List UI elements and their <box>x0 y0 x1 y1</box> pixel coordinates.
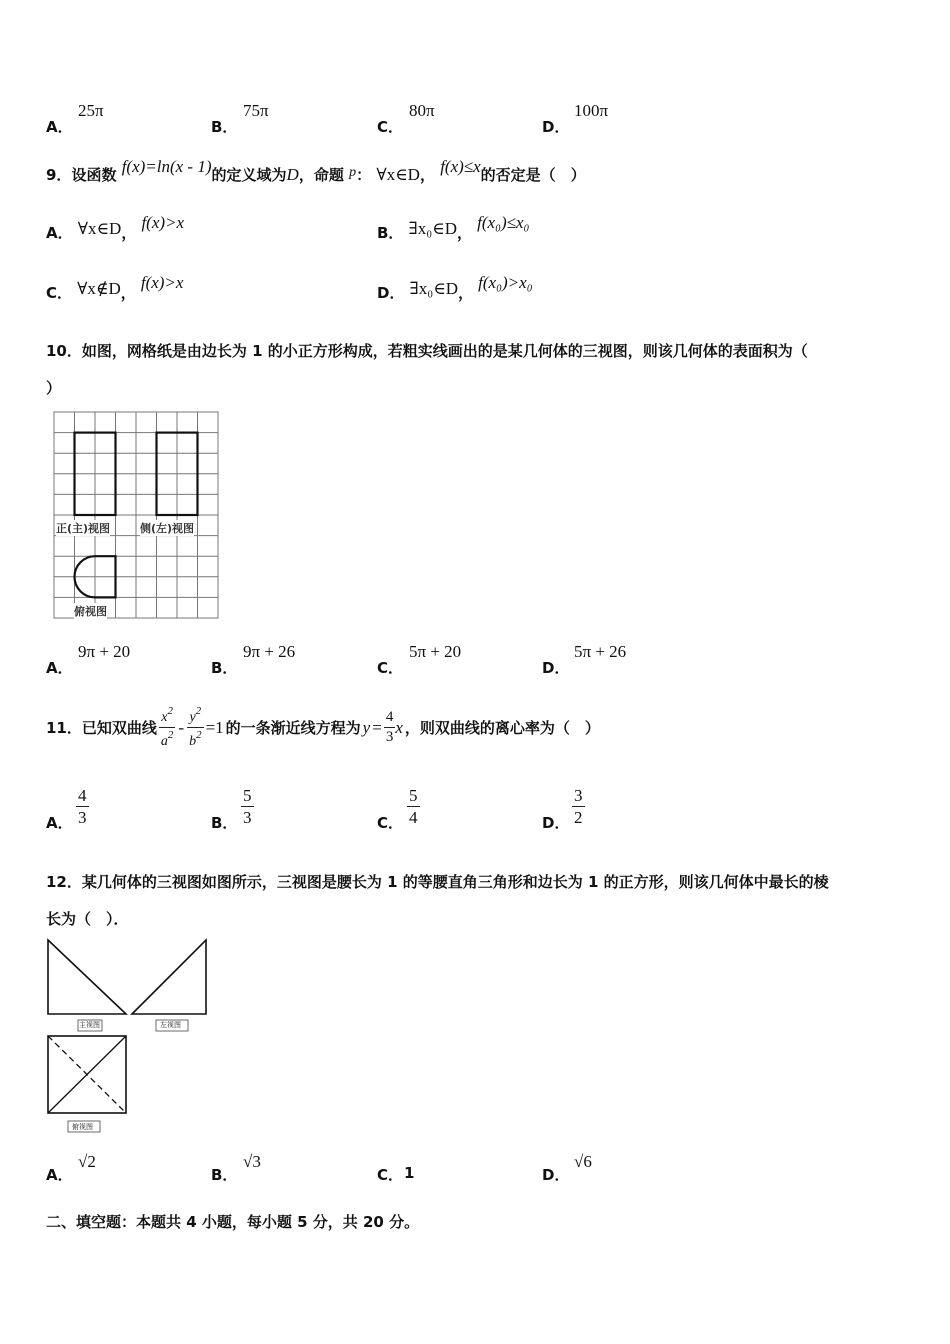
q9-option-b: B． ∃x₀∈D， f(x₀)≤x₀ <box>377 213 530 242</box>
q9-text-b: 的定义域为 <box>211 166 287 184</box>
q12-three-view-figure <box>44 936 212 1138</box>
q9-option-c: C． ∀x∉D， f(x)>x <box>46 273 184 302</box>
q11-asymptote-equation: y = $\frac{4}{3}$ x <box>362 709 403 745</box>
q10-top-caption: 俯视图 <box>74 605 107 618</box>
q12-option-a-value: √2 <box>78 1152 96 1171</box>
q10-option-d-label: D． <box>542 659 570 677</box>
q11-option-d-label: D． <box>542 814 570 832</box>
q8-option-b-value: 75π <box>243 101 269 120</box>
q9-condition: f(x)≤x <box>440 157 481 176</box>
q9-comma: ， <box>419 166 435 184</box>
q9-stem <box>46 157 586 185</box>
q12-side-view-triangle <box>132 940 206 1014</box>
q8-option-a-value: 25π <box>78 101 104 120</box>
q11-text-b: 的一条渐近线方程为 <box>225 719 361 737</box>
q8-option-d-value: 100π <box>574 101 609 120</box>
q12-side-caption: 左视图 <box>160 1021 181 1029</box>
q12-option-d-label: D． <box>542 1166 570 1184</box>
q11-option-b-fraction: $\frac{5}{3}$ <box>243 786 252 827</box>
q12-option-d-value: √6 <box>574 1152 592 1171</box>
q12-front-view-triangle <box>48 940 126 1014</box>
q11-option-c-label: C． <box>377 814 404 832</box>
q10-option-b-value: 9π + 26 <box>243 642 296 661</box>
q12-option-b-value: √3 <box>243 1152 261 1171</box>
q11-option-c-fraction: $\frac{5}{4}$ <box>409 786 418 827</box>
q11-stem <box>46 706 600 749</box>
q12-stem-line2: 长为（ ）． <box>46 910 129 928</box>
q12-option-c-label: C． <box>377 1166 404 1184</box>
section2-title: 二、填空题：本题共 4 小题，每小题 5 分，共 20 分。 <box>46 1213 420 1231</box>
q8-option-a-label: A． <box>46 118 73 136</box>
q11-number: 11． <box>46 719 82 737</box>
q9-text-a: 设函数 <box>71 166 117 184</box>
q12-stem-line1: 12．某几何体的三视图如图所示，三视图是腰长为 1 的等腰直角三角形和边长为 1 的正方形，则该几何体中最长的棱 <box>46 873 829 891</box>
q10-stem-line1: 10．如图，网格纸是由边长为 1 的小正方形构成，若粗实线画出的是某几何体的三视图，则该几何体的表面积为（ <box>46 342 808 360</box>
q11-text-a: 已知双曲线 <box>81 719 157 737</box>
q10-side-caption: 侧(左)视图 <box>140 522 195 535</box>
q9-prop: p <box>349 165 357 180</box>
q9-option-d: D． ∃x₀∈D， f(x₀)>x₀ <box>377 273 533 302</box>
q9-domain: D <box>286 165 299 184</box>
q10-front-caption: 正(主)视图 <box>56 522 111 535</box>
q10-stem-line2: ） <box>46 379 62 397</box>
q11-option-a-fraction: $\frac{4}{3}$ <box>78 786 87 827</box>
q9-forall: ∀x∈D <box>376 165 420 184</box>
q10-option-d-value: 5π + 26 <box>574 642 627 661</box>
q11-option-b-label: B． <box>211 814 238 832</box>
q12-top-caption: 俯视图 <box>72 1123 93 1131</box>
q8-option-c-label: C． <box>377 118 404 136</box>
q11-option-a-label: A． <box>46 814 73 832</box>
q10-option-c-label: C． <box>377 659 404 677</box>
q12-option-b-label: B． <box>211 1166 238 1184</box>
q9-option-a: A． ∀x∈D， f(x)>x <box>46 213 185 242</box>
q9-text-d: 的否定是（ ） <box>480 166 586 184</box>
q9-number: 9． <box>46 166 72 184</box>
q10-option-a-label: A． <box>46 659 73 677</box>
q11-option-d-fraction: $\frac{3}{2}$ <box>574 786 583 827</box>
q12-option-a-label: A． <box>46 1166 73 1184</box>
q9-text-c: ，命题 <box>298 166 344 184</box>
q11-text-c: ，则双曲线的离心率为（ ） <box>404 719 600 737</box>
q10-option-b-label: B． <box>211 659 238 677</box>
q8-option-d-label: D． <box>542 118 570 136</box>
q9-function: f(x)=ln(x - 1) <box>121 157 212 176</box>
q10-option-c-value: 5π + 20 <box>409 642 462 661</box>
q10-option-a-value: 9π + 20 <box>78 642 131 661</box>
q10-three-view-figure <box>52 410 220 620</box>
q9-colon: ： <box>356 166 372 184</box>
q8-option-c-value: 80π <box>409 101 435 120</box>
q12-front-caption: 主视图 <box>79 1021 100 1029</box>
q11-hyperbola-equation: $\frac{x^2}{a^2}$ - $\frac{y^2}{b^2}$ =1 <box>160 705 224 749</box>
q8-option-b-label: B． <box>211 118 238 136</box>
q12-option-c-value: 1 <box>404 1164 415 1182</box>
